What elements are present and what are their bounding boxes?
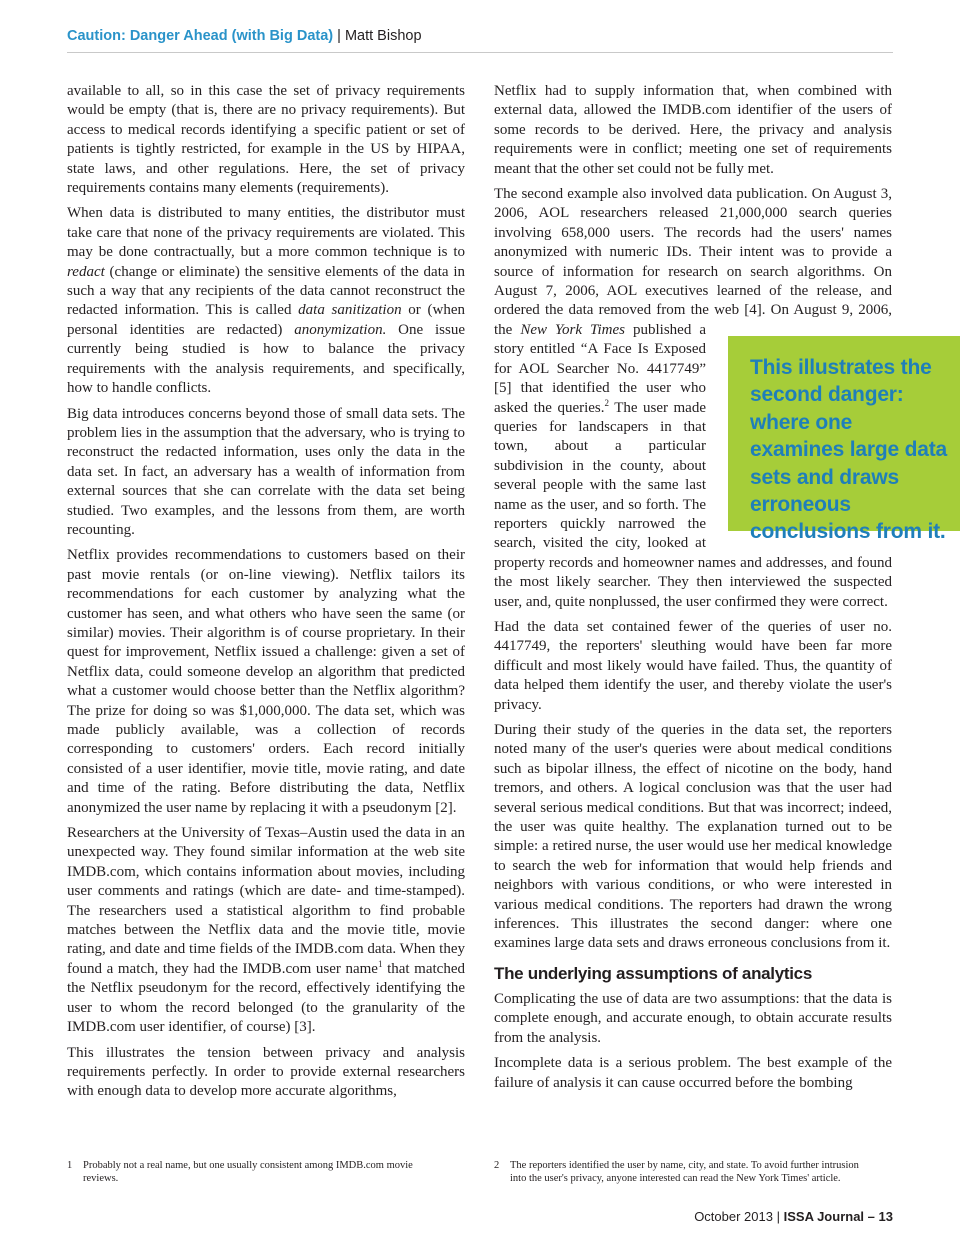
footnote-ref-2: 2 — [604, 397, 610, 408]
left-paragraph-1: available to all, so in this case the set of privacy requirements would be empty (that is, there are no privacy requirements). But access to medical records identifying a specific patient or set of patients is tightly restricted, for example in the US by HIPAA, state laws, and other regulations. Here, the set of privacy requirements contains many elements (requirements). — [67, 83, 465, 197]
term-data-sanitization: data sanitization — [298, 302, 402, 319]
left-paragraph-3: Big data introduces concerns beyond those of small data sets. The problem lies in the assumption that the adversary, who is trying to reconstruct the redacted information, uses only the data in the data set. In fact, an adversary has a wealth of information from external sources that she can correlate with the data set being studied. Two examples, and the lessons from them, are worth recounting. — [67, 405, 465, 538]
footer-date: October 2013 — [694, 1209, 773, 1224]
right-paragraph-4: During their study of the queries in the data set, the reporters noted many of the user's queries were about medical conditions such as bipolar illness, the effect of nicotine on the body, hand tremors, and others. A logical conclusion was that the user had several serious medical conditions. But that was incorrect; indeed, the user was quite healthy. The explanation turned out to be simple: a retired nurse, the user would use her medical knowledge to search the web for information that would help friends and neighbors with various conditions, or who were interested in various medical conditions. The reporters had drawn the wrong inferences. This illustrates the second danger: where one examines large data sets and draws erroneous conclusions from it. — [494, 722, 892, 952]
left-paragraph-2: When data is distributed to many entities, the distributor must take care that none of the privacy requirements are violated. This may be done contractually, but a more common technique is to redact (change or eliminate) the sensitive elements of the data in such a way that any recipients of the data cannot reconstruct the redacted information. This is called data sanitization or (when personal identities are redacted) anonymization. One issue currently being studied is how to balance the privacy requirements with the analysis requirements, and specifically, how to handle conflicts. — [67, 205, 466, 397]
left-paragraph-6: This illustrates the tension between privacy and analysis requirements perfectly. In order to provide external researchers with enough data to develop more accurate algorithms, — [67, 1044, 465, 1100]
page-number: 13 — [878, 1209, 893, 1224]
right-paragraph-3: Had the data set contained fewer of the queries of user no. 4417749, the reporters' sleuthing would have been far more difficult and most likely would have failed. Thus, the quantity of data helped them identify the user, and thereby violate the user's privacy. — [494, 618, 892, 713]
left-paragraph-5: Researchers at the University of Texas–Austin used the data in an unexpected way. They found similar information at the web site IMDB.com, which contains information about movies, including user comments and ratings (which are date- and time-stamped). The researchers used a statistical algorithm to find probable matches between the Netflix data and the movie title, movie rating, and date and time fields of the IMDB.com data. When they found a match, they had the IMDB.com user name$^1$ that matched the Netflix pseudonym for the record, effectively identifying the user to whom the record belonged (to the granularity of the IMDB.com user identifier, of course) [3]. — [67, 825, 465, 1036]
footnote-1-number: 1 — [67, 1160, 73, 1171]
footnote-2-number: 2 — [494, 1160, 500, 1171]
right-paragraph-1: Netflix had to supply information that, when combined with external data, allowed the IMDB.com identifier of the users of some records to be derived. Here, the privacy and analysis requirements were in conflict; meeting one set of requirements meant that the other set could not be fully met. — [494, 83, 892, 177]
footer-journal: ISSA Journal — [783, 1209, 865, 1224]
footer-separator: | — [776, 1209, 780, 1224]
left-paragraph-4: Netflix provides recommendations to customers based on their past movie rentals (or on-line viewing). Netflix tailors its recommendations for each customer by analyzing what the customer has seen, and what others who have seen the same (or similar) movies. Their algorithm is of course proprietary. In their quest for improvement, Netflix issued a challenge: given a set of Netflix data, could someone develop an algorithm that predicted what a customer would choose better than the Netflix algorithm? The prize for doing so was $1,000,000. The data set, which was made publicly available, was a collection of records corresponding to customers' orders. Each record initially consisted of a user identifier, movie title, movie rating, and date and time of the rating. Before distributing the data, Netflix anonymized the user name by replacing it with a pseudonym [2]. — [67, 547, 465, 816]
page-footer — [694, 1209, 893, 1224]
running-header — [67, 26, 893, 53]
right-column — [494, 82, 892, 1099]
footnote-1 — [67, 1160, 447, 1185]
term-redact: redact — [67, 263, 105, 280]
right-paragraph-2: The second example also involved data publication. On August 3, 2006, AOL researchers released 21,000,000 search queries involving 658,000 users. The records had the users' names anonymized with numeric IDs. Their intent was to provide a source of information for research on search algorithms. On August 7, 2006, AOL executives learned of the release, and ordered the data removed from the web [4]. On August 9, 2006, the New York Times published a story entitled “A Face Is Exposed for AOL Searcher No. 4417749” [5] that identified the user who asked the queries.$^2$ The user made queries for landscapers in that town, about a particular subdivision in the county, about several people with the same last name as the user, and so forth. The reporters quickly narrowed the search, visited the city, looked at property records and homeowner names and addresses, and found the most likely searcher. They then interviewed the suspected user, and, quite nonplussed, the user confirmed they were correct. — [494, 186, 892, 610]
header-separator: | — [337, 28, 341, 44]
term-new-york-times: New York Times — [520, 321, 625, 338]
footnote-1-text: Probably not a real name, but one usually consistent among IMDB.com movie reviews. — [83, 1160, 413, 1184]
right-paragraph-5: Complicating the use of data are two assumptions: that the data is complete enough, and accurate enough, to obtain accurate results from the analysis. — [494, 990, 892, 1046]
header-article-title: Caution: Danger Ahead (with Big Data) — [67, 28, 334, 44]
footnote-2 — [494, 1160, 874, 1185]
term-anonymization: anonymization. — [294, 321, 387, 338]
footnote-ref-1: 1 — [377, 958, 383, 969]
pull-quote-text: This illustrates the second danger: where one examines large data sets and draws erroneous conclusions from it. — [750, 356, 947, 544]
header-author: Matt Bishop — [344, 28, 422, 44]
right-paragraph-6: Incomplete data is a serious problem. The best example of the failure of analysis it can cause occurred before the bombing — [494, 1055, 892, 1091]
footer-dash: – — [867, 1209, 875, 1224]
left-column — [67, 82, 465, 1108]
footnote-2-text: The reporters identified the user by name, city, and state. To avoid further intrusion into the user's privacy, anyone interested can read the New York Times' article. — [510, 1160, 859, 1184]
section-heading: The underlying assumptions of analytics — [494, 963, 812, 983]
